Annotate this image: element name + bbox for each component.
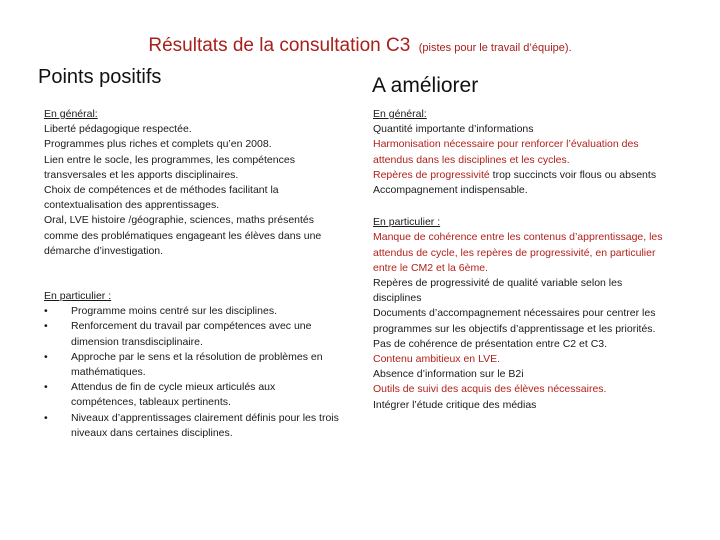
bullet-item (44, 350, 342, 380)
highlight-text: Repères de progressivité (373, 168, 490, 181)
list-item: Intégrer l’étude critique des médias (373, 398, 537, 411)
bullet-glyph: • (44, 305, 48, 318)
bullet-text: Programme moins centré sur les disciplines. (71, 305, 277, 318)
list-item: Choix de compétences et de méthodes facilitant la contextualisation des apprentissages. (44, 184, 279, 212)
bullet-glyph: • (44, 350, 48, 363)
particular-label: En particulier : (373, 216, 441, 229)
bullet-glyph: • (44, 411, 48, 424)
bullet-item (44, 380, 342, 410)
list-item: Harmonisation nécessaire pour renforcer l’évaluation des attendus dans les disciplines et les cycles. (373, 138, 639, 166)
bullet-text: Renforcement du travail par compétences avec une dimension transdisciplinaire. (71, 320, 312, 348)
list-item: Contenu ambitieux en LVE. (373, 353, 501, 366)
list-item: Documents d’accompagnement nécessaires pour centrer les programmes sur les objectifs d’apprentissage et les priorités. (373, 307, 656, 335)
list-item: Pas de cohérence de présentation entre C2 et C3. (373, 337, 608, 350)
title-main: Résultats de la consultation C3 (148, 35, 411, 56)
bullet-text: Niveaux d’apprentissages clairement définis pour les trois niveaux dans certaines disciplines. (71, 411, 339, 439)
particular-label: En particulier : (44, 290, 112, 303)
list-item: Accompagnement indispensable. (373, 184, 528, 197)
title-subtitle: (pistes pour le travail d’équipe). (418, 42, 572, 54)
heading-a-ameliorer: A améliorer (372, 74, 479, 97)
bullet-item (44, 411, 342, 441)
slide-title (0, 35, 720, 57)
bullet-item (44, 319, 342, 349)
list-item: Oral, LVE histoire /géographie, sciences, maths présentés comme des problématiques engageant les élèves dans une démarche d’investigation. (44, 214, 322, 257)
general-label: En général: (44, 108, 98, 120)
list-item (373, 168, 673, 183)
item-text: trop succincts voir flous ou absents (489, 168, 657, 181)
bullet-glyph: • (44, 320, 48, 333)
list-item: Liberté pédagogique respectée. (44, 123, 192, 136)
list-item: Quantité importante d’informations (373, 123, 534, 136)
list-item: Lien entre le socle, les programmes, les compétences transversales et les apports disciplinaires. (44, 153, 295, 181)
list-item: Outils de suivi des acquis des élèves nécessaires. (373, 383, 607, 396)
bullet-text: Approche par le sens et la résolution de problèmes en mathématiques. (71, 350, 323, 379)
list-item: Repères de progressivité de qualité variable selon les disciplines (373, 277, 623, 305)
positive-points-column (44, 107, 342, 441)
bullet-glyph: • (44, 381, 48, 394)
list-item: Absence d’information sur le B2i (373, 368, 524, 381)
bullet-item (44, 304, 342, 319)
bullet-list (44, 304, 342, 441)
improvements-column (373, 107, 673, 413)
list-item: Manque de cohérence entre les contenus d’apprentissage, les attendus de cycle, les repères de progressivité, en particulier entre le CM2 et la 6ème. (373, 231, 663, 274)
list-item: Programmes plus riches et complets qu’en 2008. (44, 138, 272, 151)
general-label: En général: (373, 108, 427, 120)
heading-points-positifs: Points positifs (38, 66, 162, 88)
bullet-text: Attendus de fin de cycle mieux articulés aux compétences, tableaux pertinents. (71, 381, 276, 409)
